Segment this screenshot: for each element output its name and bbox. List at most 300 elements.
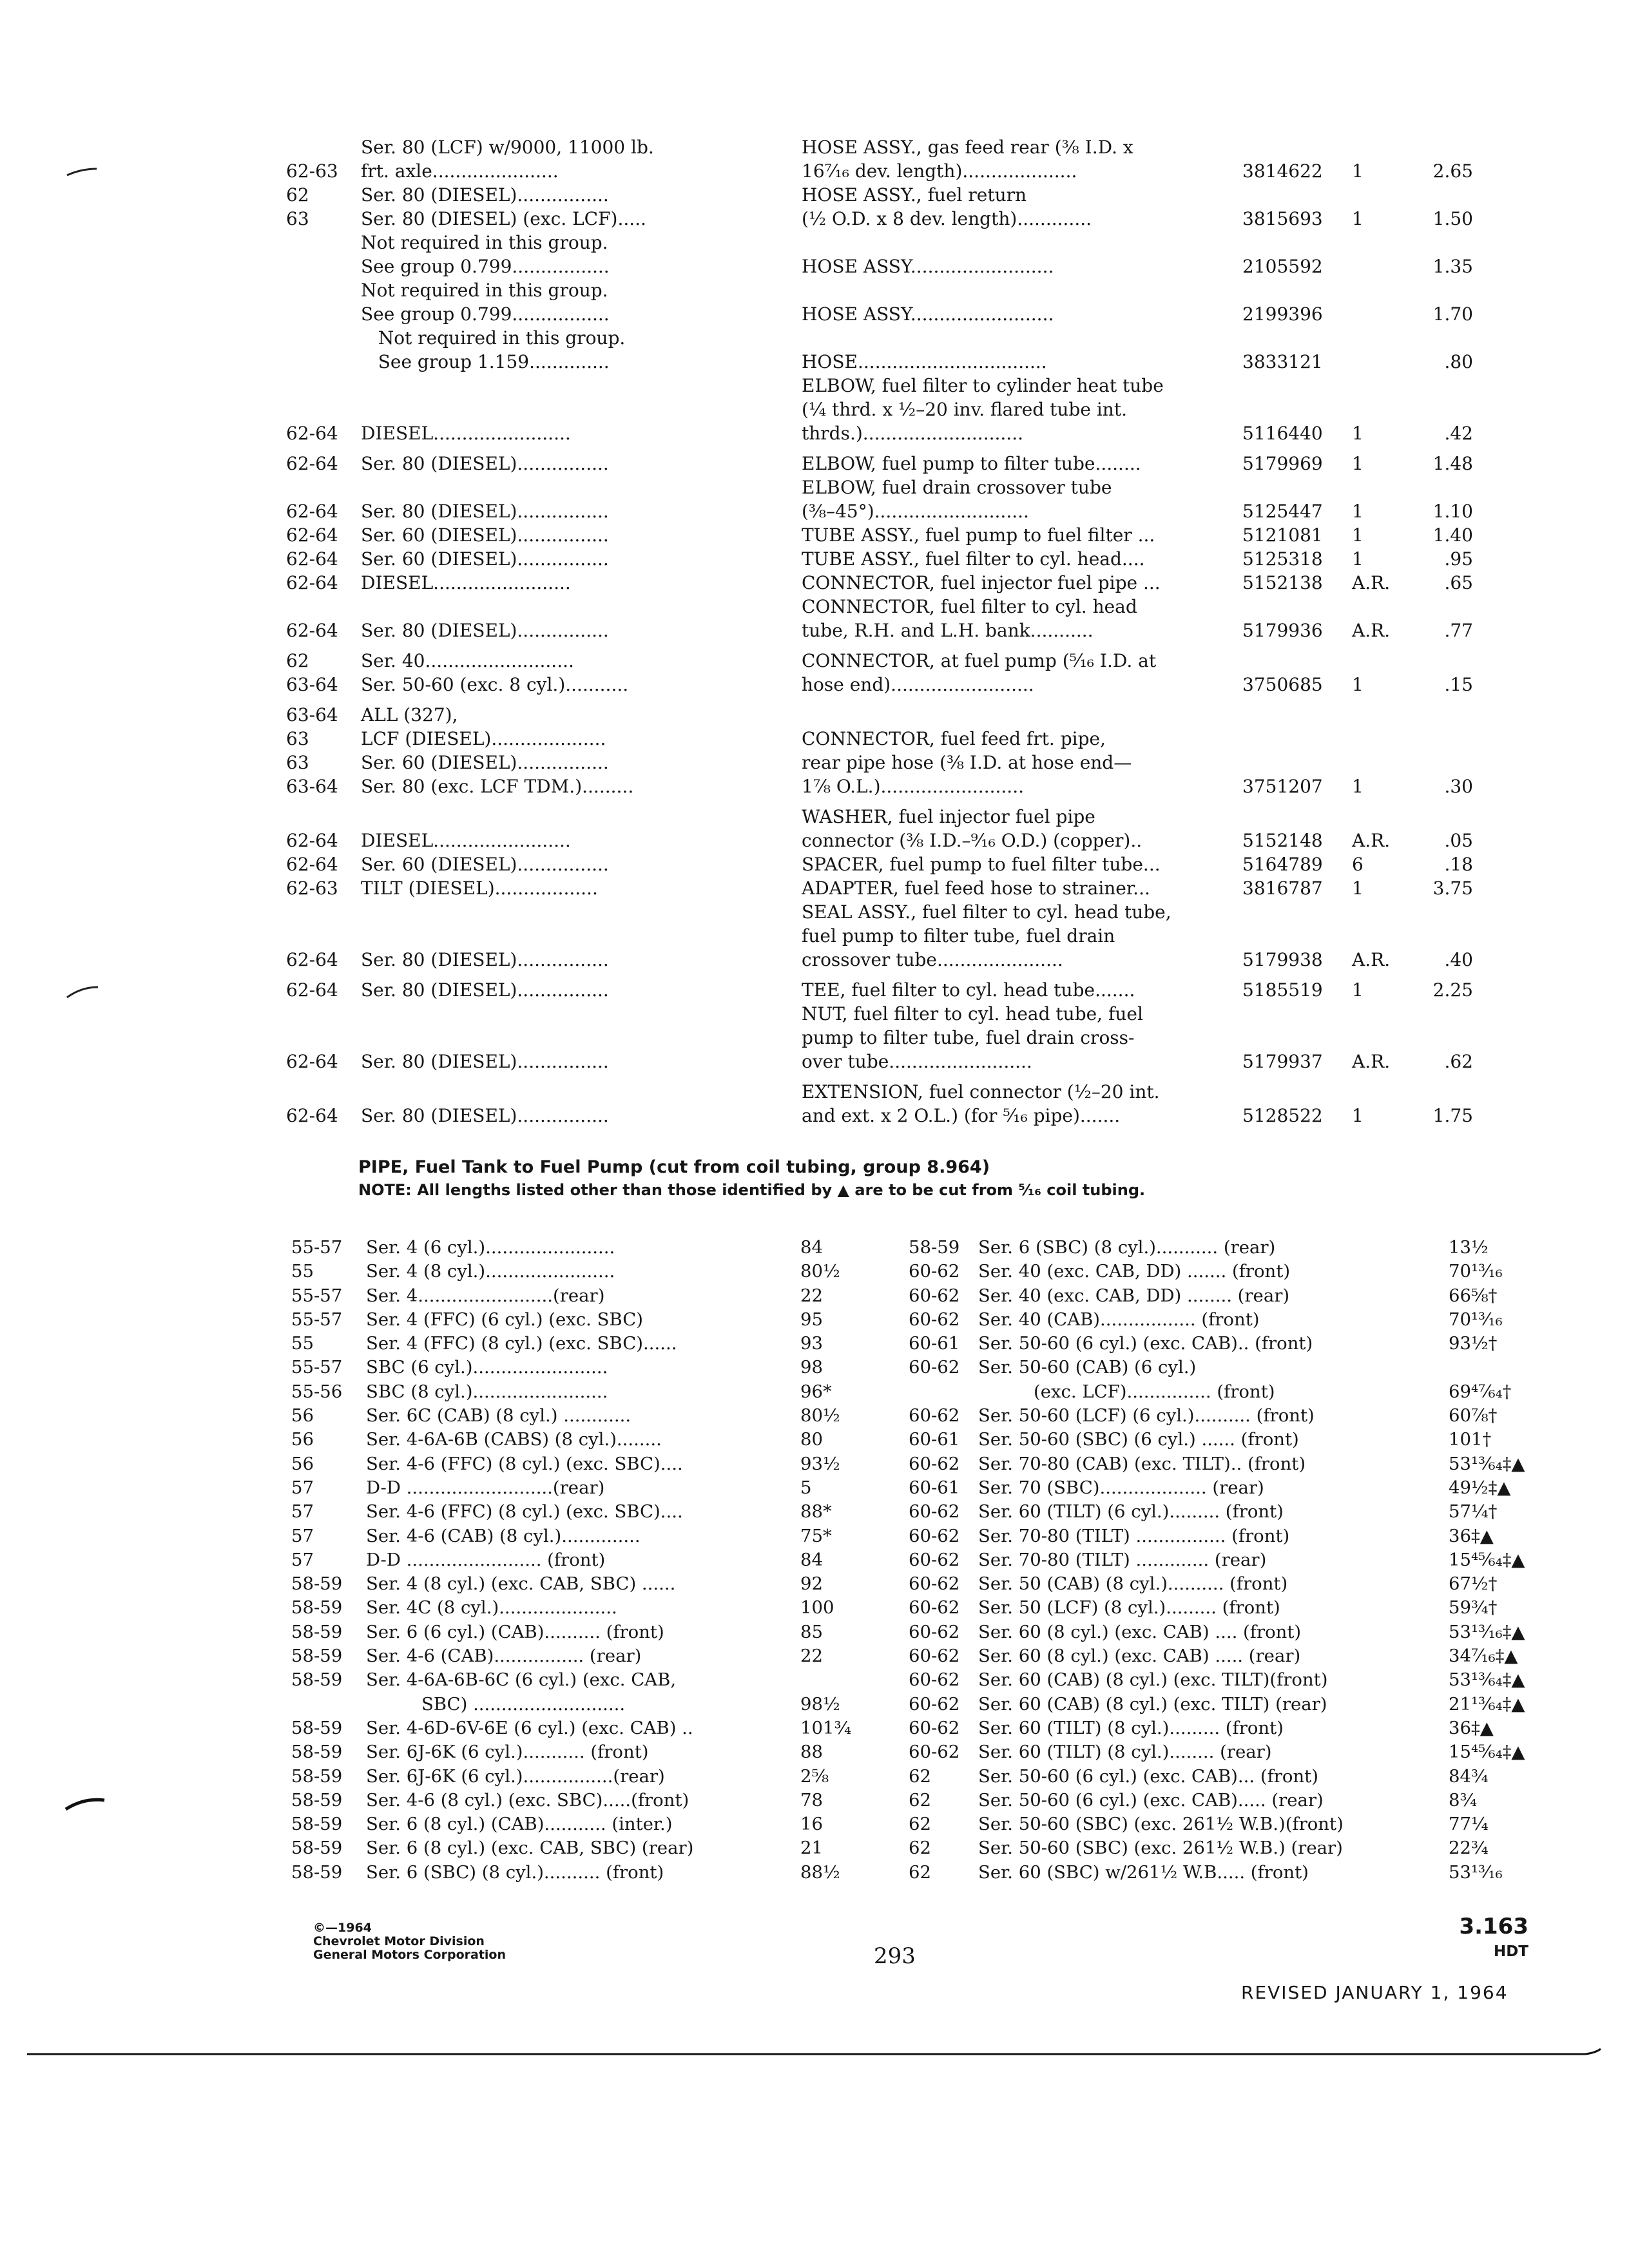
model-years: 62: [909, 1861, 931, 1883]
parts-row: [286, 595, 1473, 642]
pipe-length-row: [909, 1789, 1489, 1812]
quantity: 1: [1352, 548, 1364, 570]
description-line: NUT, fuel filter to cyl. head tube, fuel: [802, 1003, 1143, 1024]
application: Ser. 50-60 (SBC) (6 cyl.) ...... (front): [978, 1429, 1299, 1450]
length-inches: 84: [800, 1237, 823, 1258]
applicable-models: [361, 774, 802, 798]
length-inches: 15⁴⁵⁄₆₄‡▲: [1449, 1742, 1525, 1763]
parts-row: [286, 852, 1473, 876]
model-years: 63-64: [286, 704, 338, 726]
model-years: 55-57: [291, 1237, 343, 1258]
model-years: 62-63: [286, 160, 338, 182]
model-years: 60-61: [909, 1477, 960, 1498]
pipe-length-row: [291, 1380, 845, 1404]
model-years: 62-64: [286, 1105, 338, 1126]
applicable-line: Ser. 80 (DIESEL)................: [361, 979, 609, 1001]
length-inches: 88*: [800, 1501, 832, 1523]
length-inches: 16: [800, 1814, 823, 1835]
application: (exc. LCF)............... (front): [1034, 1381, 1275, 1402]
part-number: 3750685: [1242, 674, 1323, 695]
application: Ser. 4C (8 cyl.).....................: [366, 1597, 617, 1619]
length-inches: 8¾: [1449, 1789, 1478, 1811]
length-inches: 95: [800, 1309, 823, 1330]
applicable-models: [361, 978, 802, 1002]
application: SBC) ...........................: [421, 1693, 626, 1715]
length-inches: 101†: [1449, 1429, 1492, 1450]
copyright-line: ©—1964: [313, 1921, 372, 1935]
model-years: 58-59: [291, 1838, 343, 1859]
model-years: 58-59: [291, 1621, 343, 1642]
hole-mark-middle: [67, 987, 98, 997]
model-years: 58-59: [291, 1573, 343, 1595]
description-line: HOSE ASSY., gas feed rear (⅜ I.D. x: [802, 137, 1133, 158]
length-inches: [800, 1668, 852, 1692]
application: Ser. 4-6D-6V-6E (6 cyl.) (exc. CAB) ..: [366, 1717, 693, 1738]
model-years: 60-62: [909, 1309, 960, 1330]
application: Ser. 50 (CAB) (8 cyl.).......... (front): [978, 1573, 1288, 1595]
model-years: 60-62: [909, 1742, 960, 1763]
application: Ser. 6J-6K (6 cyl.)................(rear): [366, 1765, 665, 1787]
pipe-length-row: [291, 1428, 845, 1452]
applicable-models: [361, 1104, 802, 1128]
applicable-line: See group 0.799.................: [361, 256, 610, 277]
applicable-line: Ser. 60 (DIESEL)................: [361, 524, 609, 546]
quantity: A.R.: [1352, 572, 1391, 593]
model-years: 62-64: [286, 423, 338, 444]
model-years: 60-62: [909, 1405, 960, 1427]
parts-row: [286, 978, 1473, 1002]
application: Ser. 50-60 (SBC) (exc. 261½ W.B.)(front): [978, 1814, 1344, 1835]
part-number: 5164789: [1242, 854, 1323, 875]
model-years: 60-61: [909, 1429, 960, 1450]
model-years: 62-64: [286, 949, 338, 970]
applicable-line: Ser. 60 (DIESEL)................: [361, 854, 609, 875]
length-inches: 60⅞†: [1449, 1405, 1498, 1427]
pipe-length-row: [291, 1596, 845, 1620]
applicable-line: Ser. 40..........................: [361, 650, 574, 671]
length-inches: 57¼†: [1449, 1501, 1498, 1523]
part-description: [802, 978, 1242, 1002]
applicable-line: Not required in this group.: [361, 280, 608, 301]
price: .42: [1444, 423, 1473, 444]
pipe-length-row: [909, 1332, 1498, 1356]
application: SBC (8 cyl.)........................: [366, 1381, 608, 1402]
model-years: 62-64: [286, 979, 338, 1001]
part-number: 5179936: [1242, 620, 1323, 641]
application: Ser. 60 (CAB) (8 cyl.) (exc. TILT)(front): [978, 1669, 1328, 1691]
model-years: 56: [291, 1429, 314, 1450]
model-years: 62: [909, 1789, 931, 1811]
parts-row: [286, 183, 1433, 207]
part-description: [802, 452, 1242, 476]
description-line: TUBE ASSY., fuel filter to cyl. head....: [802, 548, 1145, 570]
applicable-line: frt. axle......................: [361, 160, 559, 182]
division-line: Chevrolet Motor Division: [313, 1934, 485, 1948]
model-years: 56: [291, 1453, 314, 1474]
part-number: 2105592: [1242, 256, 1323, 277]
part-description: [802, 751, 1242, 774]
model-years: 58-59: [291, 1861, 343, 1883]
price: 1.40: [1432, 524, 1473, 546]
pipe-length-row: [291, 1524, 845, 1548]
price: .40: [1444, 949, 1473, 970]
pipe-length-row: [909, 1404, 1498, 1428]
revision-date: REVISED JANUARY 1, 1964: [1241, 1982, 1509, 2003]
parts-row: [286, 523, 1473, 547]
applicable-models: [361, 183, 802, 207]
parts-row: [286, 231, 1473, 278]
price: .15: [1444, 674, 1473, 695]
length-inches: 69⁴⁷⁄₆₄†: [1449, 1381, 1512, 1402]
pipe-length-row: [909, 1620, 1525, 1644]
applicable-line: Ser. 80 (DIESEL) (exc. LCF).....: [361, 208, 646, 229]
model-years: 58-59: [291, 1717, 343, 1738]
application: Ser. 4-6A-6B-6C (6 cyl.) (exc. CAB,: [366, 1669, 677, 1691]
model-years: 55-56: [291, 1381, 343, 1402]
model-years: 60-62: [909, 1717, 960, 1738]
length-inches: 88: [800, 1742, 823, 1763]
model-years: 55-57: [291, 1285, 343, 1306]
length-inches: 49½‡▲: [1449, 1477, 1511, 1498]
description-line: fuel pump to filter tube, fuel drain: [802, 925, 1115, 947]
applicable-line: Ser. 80 (DIESEL)................: [361, 1105, 609, 1126]
applicable-line: Not required in this group.: [361, 327, 626, 349]
model-years: 58-59: [291, 1597, 343, 1619]
parts-row: [286, 1002, 1473, 1073]
application: Ser. 4-6 (FFC) (8 cyl.) (exc. SBC)....: [366, 1453, 683, 1474]
application: Ser. 60 (8 cyl.) (exc. CAB) .... (front): [978, 1621, 1302, 1642]
pipe-length-row: [909, 1452, 1525, 1476]
model-years: 55-57: [291, 1309, 343, 1330]
applicable-models: [361, 727, 802, 751]
parts-row: [286, 1080, 1473, 1128]
hole-mark-top: [67, 169, 97, 175]
price: 1.70: [1432, 303, 1473, 325]
pipe-length-row: [909, 1308, 1503, 1332]
length-inches: 36‡▲: [1449, 1525, 1494, 1546]
model-years: 60-62: [909, 1621, 960, 1642]
model-years: 58-59: [291, 1789, 343, 1811]
part-number: 5185519: [1242, 979, 1323, 1001]
price: .77: [1444, 620, 1473, 641]
description-line: ELBOW, fuel drain crossover tube: [802, 477, 1112, 498]
quantity: 1: [1352, 1105, 1364, 1126]
applicable-models: [361, 452, 802, 476]
pipe-length-row: [909, 1693, 1525, 1716]
model-years: 58-59: [909, 1237, 960, 1258]
length-inches: 53¹³⁄₆₄‡▲: [1449, 1453, 1525, 1474]
parts-row: [286, 703, 1433, 727]
part-description: [802, 135, 1242, 183]
part-description: [802, 673, 1242, 697]
model-years: [291, 1693, 366, 1716]
price: .30: [1444, 776, 1473, 797]
part-description: [802, 476, 1242, 523]
parts-row: [286, 547, 1473, 571]
part-description: [802, 774, 1242, 798]
length-inches: 85: [800, 1621, 823, 1642]
part-number: 5116440: [1242, 423, 1323, 444]
model-years: 62-64: [286, 1051, 338, 1072]
length-inches: 93: [800, 1333, 823, 1354]
hole-mark-bottom: [66, 1800, 104, 1809]
pipe-length-row: [291, 1236, 845, 1260]
applicable-models: [361, 421, 802, 445]
application: Ser. 70 (SBC)................... (rear): [978, 1477, 1264, 1498]
application: Ser. 4 (FFC) (6 cyl.) (exc. SBC): [366, 1309, 643, 1330]
pipe-lengths-right-column: [909, 1236, 1525, 1885]
application: Ser. 4 (FFC) (8 cyl.) (exc. SBC)......: [366, 1333, 677, 1354]
applicable-models: [361, 523, 802, 547]
price: .05: [1444, 830, 1473, 851]
description-line: EXTENSION, fuel connector (½–20 int.: [802, 1081, 1160, 1102]
quantity: 1: [1352, 878, 1364, 899]
length-inches: 88½: [800, 1861, 840, 1883]
applicable-models: [361, 207, 802, 231]
model-years: 58-59: [291, 1742, 343, 1763]
pipe-length-row: [291, 1668, 845, 1692]
pipe-lengths-left-column: [291, 1236, 852, 1885]
part-number: 5179938: [1242, 949, 1323, 970]
part-description: [802, 649, 1242, 673]
application: D-D ..........................(rear): [366, 1477, 605, 1498]
parts-row: [286, 727, 1433, 751]
pipe-length-row: [291, 1716, 852, 1740]
application: Ser. 40 (exc. CAB, DD) ....... (front): [978, 1261, 1291, 1282]
part-description: [802, 183, 1242, 207]
length-inches: 100: [800, 1597, 834, 1619]
length-inches: 84: [800, 1549, 823, 1570]
length-inches: 70¹³⁄₁₆: [1449, 1309, 1503, 1330]
description-line: crossover tube......................: [802, 949, 1063, 970]
part-description: [802, 207, 1242, 231]
length-inches: 98: [800, 1357, 823, 1378]
application: Ser. 50-60 (6 cyl.) (exc. CAB).. (front): [978, 1333, 1313, 1354]
quantity: 1: [1352, 674, 1364, 695]
description-line: 1⅞ O.L.).........................: [802, 776, 1024, 797]
pipe-length-row: [291, 1404, 845, 1428]
parts-row: [286, 135, 1473, 183]
parts-row: [286, 278, 1473, 326]
model-years: 60-62: [909, 1525, 960, 1546]
description-line: pump to filter tube, fuel drain cross-: [802, 1027, 1135, 1048]
part-description: [802, 1080, 1242, 1128]
part-description: [802, 805, 1242, 852]
part-description: [802, 876, 1242, 900]
part-description: [802, 571, 1242, 595]
model-years: 62: [909, 1838, 931, 1859]
price: .95: [1444, 548, 1473, 570]
applicable-line: Ser. 80 (DIESEL)................: [361, 453, 609, 474]
model-years: 55: [291, 1333, 314, 1354]
section-number: 3.163: [1459, 1914, 1528, 1939]
application: Ser. 60 (8 cyl.) (exc. CAB) ..... (rear): [978, 1646, 1301, 1667]
applicable-models: [361, 948, 802, 972]
quantity: 1: [1352, 776, 1364, 797]
part-number: 2199396: [1242, 303, 1323, 325]
model-years: 62-64: [286, 620, 338, 641]
model-years: 55: [291, 1261, 314, 1282]
length-inches: 21¹³⁄₆₄‡▲: [1449, 1693, 1525, 1715]
applicable-models: [361, 619, 802, 642]
application: SBC (6 cyl.)........................: [366, 1357, 608, 1378]
model-years: 60-62: [909, 1261, 960, 1282]
pipe-length-row: [291, 1789, 845, 1812]
pipe-section-note: NOTE: All lengths listed other than those identified by ▲ are to be cut from ⁵⁄₁₆ coil tubing.: [358, 1181, 1146, 1199]
applicable-line: Ser. 80 (DIESEL)................: [361, 184, 609, 206]
page-number: 293: [874, 1943, 916, 1969]
applicable-models: [361, 703, 802, 727]
application: Ser. 6 (8 cyl.) (exc. CAB, SBC) (rear): [366, 1838, 694, 1859]
length-inches: 80: [800, 1429, 823, 1450]
description-line: CONNECTOR, at fuel pump (⁵⁄₁₆ I.D. at: [802, 650, 1157, 671]
model-years: 58-59: [291, 1814, 343, 1835]
part-number: 5125447: [1242, 501, 1323, 522]
length-inches: 80½: [800, 1261, 840, 1282]
length-inches: 15⁴⁵⁄₆₄‡▲: [1449, 1549, 1525, 1570]
applicable-models: [361, 499, 802, 523]
applicable-line: Ser. 50-60 (exc. 8 cyl.)...........: [361, 674, 629, 695]
model-years: 57: [291, 1525, 314, 1546]
length-inches: 59¾†: [1449, 1597, 1498, 1619]
pipe-length-row: [909, 1740, 1525, 1764]
model-years: 62-64: [286, 572, 338, 593]
description-line: HOSE.................................: [802, 351, 1047, 372]
description-line: thrds.)............................: [802, 423, 1023, 444]
description-line: hose end).........................: [802, 674, 1034, 695]
applicable-line: DIESEL........................: [361, 830, 571, 851]
applicable-line: Ser. 60 (DIESEL)................: [361, 548, 609, 570]
length-inches: 53¹³⁄₆₄‡▲: [1449, 1669, 1525, 1691]
application: Ser. 60 (TILT) (6 cyl.)......... (front): [978, 1501, 1284, 1523]
application: Ser. 60 (SBC) w/261½ W.B..... (front): [978, 1861, 1309, 1883]
price: 2.65: [1432, 160, 1473, 182]
description-line: ADAPTER, fuel feed hose to strainer...: [802, 878, 1150, 899]
applicable-models: [361, 571, 802, 595]
part-description: [802, 523, 1242, 547]
price: 1.10: [1432, 501, 1473, 522]
length-inches: 93½†: [1449, 1333, 1498, 1354]
description-line: ELBOW, fuel pump to filter tube........: [802, 453, 1141, 474]
description-line: and ext. x 2 O.L.) (for ⁵⁄₁₆ pipe).......: [802, 1105, 1121, 1126]
length-inches: 67½†: [1449, 1573, 1498, 1595]
model-years: 60-62: [909, 1357, 960, 1378]
application: Ser. 50-60 (SBC) (exc. 261½ W.B.) (rear): [978, 1838, 1343, 1859]
quantity: 1: [1352, 524, 1364, 546]
price: .80: [1444, 351, 1473, 372]
applicable-line: Ser. 80 (DIESEL)................: [361, 501, 609, 522]
description-line: TEE, fuel filter to cyl. head tube.......: [802, 979, 1135, 1001]
pipe-length-row: [909, 1716, 1494, 1740]
model-years: 63: [286, 728, 309, 749]
description-line: tube, R.H. and L.H. bank...........: [802, 620, 1094, 641]
pipe-length-row: [291, 1476, 845, 1500]
length-inches: 5: [800, 1477, 812, 1498]
part-number: 5128522: [1242, 1105, 1323, 1126]
application: Ser. 6 (SBC) (8 cyl.).......... (front): [366, 1861, 664, 1883]
applicable-line: ALL (327),: [361, 704, 458, 726]
bottom-rule: [27, 2049, 1601, 2054]
length-inches: 22: [800, 1646, 823, 1667]
application: Ser. 50-60 (6 cyl.) (exc. CAB)... (front): [978, 1765, 1318, 1787]
description-line: HOSE ASSY., fuel return: [802, 184, 1027, 206]
length-inches: 66⅝†: [1449, 1285, 1498, 1306]
part-description: [802, 727, 1242, 751]
pipe-length-row: [291, 1308, 845, 1332]
parts-row: [286, 649, 1433, 673]
model-years: 60-62: [909, 1285, 960, 1306]
application: Ser. 50-60 (LCF) (6 cyl.).......... (front): [978, 1405, 1315, 1427]
model-years: 57: [291, 1549, 314, 1570]
application: Ser. 50 (LCF) (8 cyl.)......... (front): [978, 1597, 1280, 1619]
application: Ser. 50-60 (CAB) (6 cyl.): [978, 1357, 1197, 1378]
application: Ser. 40 (CAB)................. (front): [978, 1309, 1260, 1330]
application: Ser. 6C (CAB) (8 cyl.) ............: [366, 1405, 631, 1427]
description-line: SPACER, fuel pump to fuel filter tube...: [802, 854, 1161, 875]
application: Ser. 50-60 (6 cyl.) (exc. CAB)..... (rear): [978, 1789, 1324, 1811]
length-inches: 92: [800, 1573, 823, 1595]
applicable-models: [361, 326, 802, 374]
quantity: A.R.: [1352, 949, 1391, 970]
pipe-length-row: [909, 1644, 1518, 1668]
corporation-line: General Motors Corporation: [313, 1948, 506, 1962]
applicable-line: Not required in this group.: [361, 232, 608, 253]
application: Ser. 4 (6 cyl.).......................: [366, 1237, 615, 1258]
pipe-length-row: [909, 1836, 1489, 1860]
parts-row: [286, 476, 1473, 523]
price: 3.75: [1432, 878, 1473, 899]
applicable-models: [361, 1050, 802, 1073]
parts-row: [286, 571, 1473, 595]
application: Ser. 70-80 (TILT) ............. (rear): [978, 1549, 1267, 1570]
description-line: WASHER, fuel injector fuel pipe: [802, 806, 1095, 827]
model-years: [909, 1380, 978, 1404]
parts-row: [286, 374, 1473, 445]
applicable-models: [361, 852, 802, 876]
part-description: [802, 255, 1242, 278]
pipe-length-row: [291, 1836, 845, 1860]
description-line: over tube.........................: [802, 1051, 1032, 1072]
length-inches: 36‡▲: [1449, 1717, 1494, 1738]
description-line: (¼ thrd. x ½–20 inv. flared tube int.: [802, 399, 1127, 420]
model-years: 60-62: [909, 1573, 960, 1595]
model-years: 62-64: [286, 830, 338, 851]
model-years: 57: [291, 1501, 314, 1523]
parts-row: [286, 452, 1473, 476]
application: Ser. 6 (8 cyl.) (CAB)........... (inter.): [366, 1814, 673, 1835]
applicable-line: Ser. 80 (exc. LCF TDM.).........: [361, 776, 634, 797]
length-inches: 77¼: [1449, 1814, 1489, 1835]
applicable-line: TILT (DIESEL)..................: [361, 878, 598, 899]
length-inches: [1449, 1356, 1500, 1379]
pipe-length-row: [909, 1500, 1498, 1524]
description-line: connector (⅜ I.D.–⁹⁄₁₆ O.D.) (copper)..: [802, 830, 1142, 851]
model-years: 60-61: [909, 1333, 960, 1354]
price: .62: [1444, 1051, 1473, 1072]
description-line: rear pipe hose (⅜ I.D. at hose end—: [802, 752, 1132, 773]
application: Ser. 6 (6 cyl.) (CAB).......... (front): [366, 1621, 664, 1642]
part-number: 5152138: [1242, 572, 1323, 593]
applicable-models: [361, 135, 802, 183]
pipe-length-row: [909, 1765, 1489, 1789]
model-years: 62-64: [286, 854, 338, 875]
applicable-line: DIESEL........................: [361, 423, 571, 444]
model-years: 62-64: [286, 453, 338, 474]
part-number: 5179937: [1242, 1051, 1323, 1072]
model-years: 63: [286, 208, 309, 229]
application: Ser. 4-6 (CAB)................ (rear): [366, 1646, 642, 1667]
part-number: 5121081: [1242, 524, 1323, 546]
